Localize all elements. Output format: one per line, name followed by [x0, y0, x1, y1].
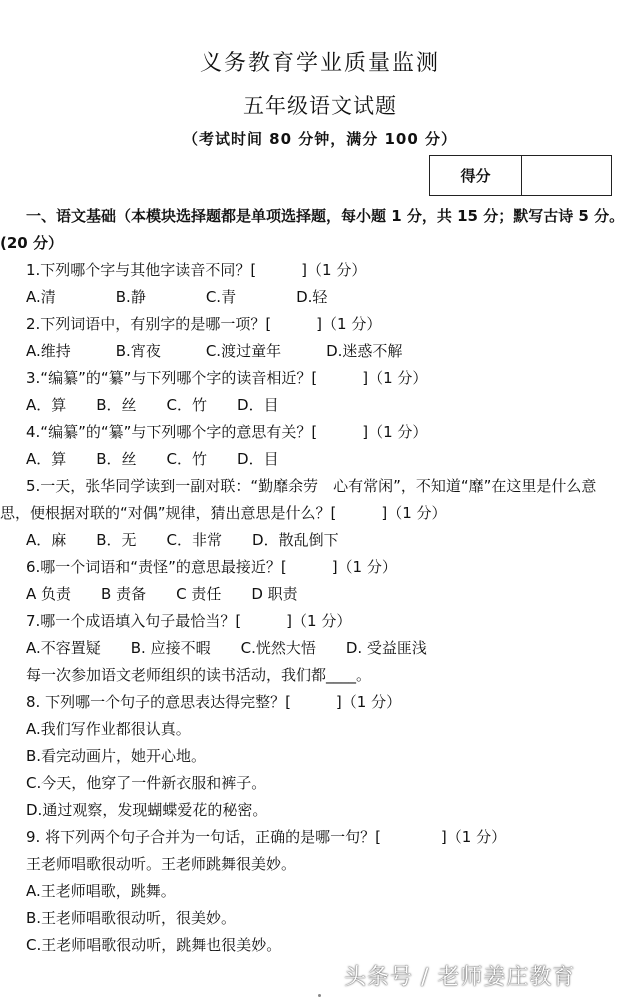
score-label: 得分 [430, 156, 522, 195]
exam-main-title: 义务教育学业质量监测 [199, 51, 440, 76]
section-heading: 一、语文基础（本模块选择题都是单项选择题，每小题 1 分，共 15 分；默写古诗 5 分。 [26, 207, 625, 225]
exam-subtitle: 五年级语文试题 [243, 94, 397, 118]
question-option: A.王老师唱歌，跳舞。 [26, 882, 176, 900]
score-value-cell [522, 156, 611, 195]
question-line: 3.“编纂”的“纂”与下列哪个字的读音相近？[ ]（1 分） [26, 369, 428, 387]
question-line: 9. 将下列两个句子合并为一句话，正确的是哪一句？[ ]（1 分） [26, 828, 507, 846]
question-options: A.清 B.静 C.青 D.轻 [26, 288, 328, 306]
question-option: A.我们写作业都很认真。 [26, 720, 191, 738]
question-context: 王老师唱歌很动听。王老师跳舞很美妙。 [26, 855, 297, 873]
question-options: A．麻 B．无 C．非常 D．散乱倒下 [26, 531, 339, 549]
question-context: 每一次参加语文老师组织的读书活动，我们都____。 [26, 666, 372, 684]
exam-time-info: （考试时间 80 分钟，满分 100 分） [182, 130, 458, 148]
question-line: 2.下列词语中，有别字的是哪一项？[ ]（1 分） [26, 315, 382, 333]
page-dot [318, 994, 321, 997]
question-line: 5.一天，张华同学读到一副对联：“勤靡余劳 心有常闲”，不知道“靡”在这里是什么意 [26, 477, 597, 495]
section-heading-points: (20 分） [0, 234, 63, 252]
question-option: B.王老师唱歌很动听，很美妙。 [26, 909, 237, 927]
question-option: B.看完动画片，她开心地。 [26, 747, 207, 765]
question-line: 1.下列哪个字与其他字读音不同？[ ]（1 分） [26, 261, 367, 279]
score-box [429, 155, 612, 196]
question-option: C.王老师唱歌很动听，跳舞也很美妙。 [26, 936, 282, 954]
question-line: 8. 下列哪一个句子的意思表达得完整？[ ]（1 分） [26, 693, 402, 711]
question-options: A．算 B．丝 C．竹 D．目 [26, 396, 279, 414]
question-line: 6.哪一个词语和“责怪”的意思最接近？[ ]（1 分） [26, 558, 397, 576]
question-options: A 负责 B 责备 C 责任 D 职责 [26, 585, 298, 603]
question-option: C.今天，他穿了一件新衣服和裤子。 [26, 774, 267, 792]
question-line: 4.“编纂”的“纂”与下列哪个字的意思有关？[ ]（1 分） [26, 423, 428, 441]
question-option: D.通过观察，发现蝴蝶爱花的秘密。 [26, 801, 268, 819]
question-line-continued: 思，便根据对联的“对偶”规律，猜出意思是什么？[ ]（1 分） [0, 504, 447, 522]
question-options: A.维持 B.宵夜 C.渡过童年 D.迷惑不解 [26, 342, 403, 360]
question-options: A．算 B．丝 C．竹 D．目 [26, 450, 279, 468]
question-line: 7.哪一个成语填入句子最恰当？[ ]（1 分） [26, 612, 352, 630]
watermark-text: 头条号 / 老师姜庄教育 [344, 965, 576, 990]
question-options: A.不容置疑 B. 应接不暇 C.恍然大悟 D. 受益匪浅 [26, 639, 427, 657]
